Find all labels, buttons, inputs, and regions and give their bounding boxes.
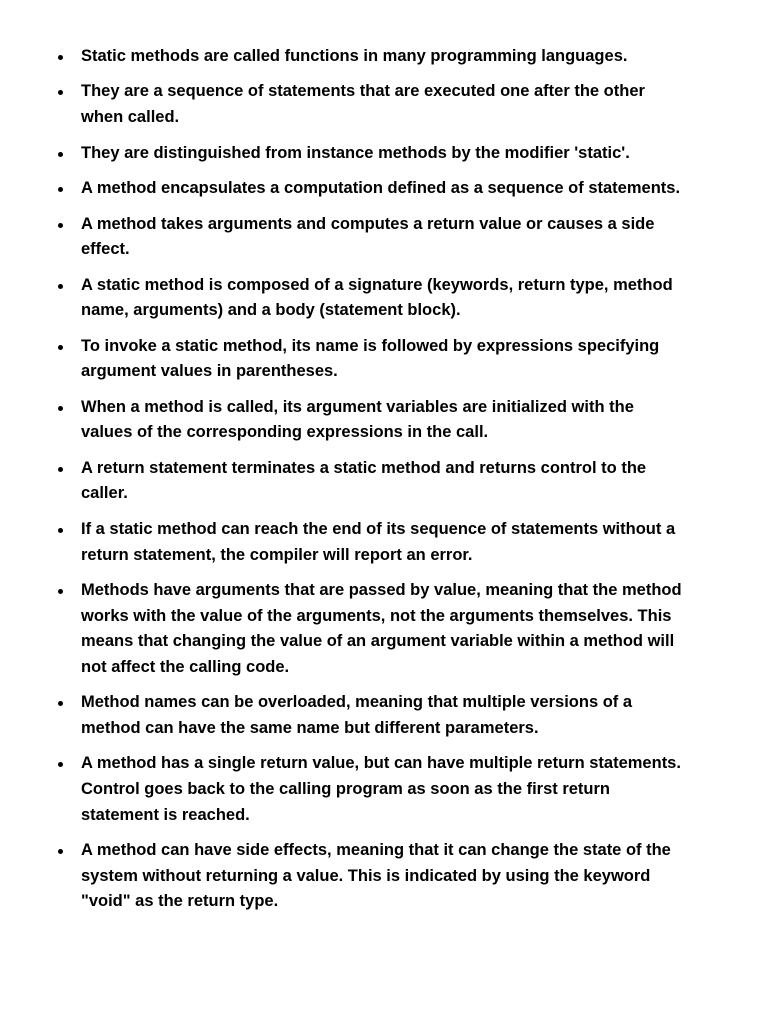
bullet-icon: [58, 467, 63, 472]
bullet-text: A static method is composed of a signature (keywords, return type, method name, arguments) and a body (statement block).: [81, 275, 673, 320]
bullet-icon: [58, 187, 63, 192]
list-item: [57, 334, 682, 385]
bullet-text: Methods have arguments that are passed by value, meaning that the method works with the value of the arguments, not the arguments themselves. This means that changing the value of an argument variable within a method will not affect the calling code.: [81, 581, 682, 676]
bullet-text: When a method is called, its argument variables are initialized with the values of the corresponding expressions in the call.: [81, 397, 634, 442]
bullet-icon: [58, 406, 63, 411]
bullet-text: They are distinguished from instance methods by the modifier 'static'.: [81, 143, 630, 162]
bullet-text: They are a sequence of statements that are executed one after the other when called.: [81, 82, 645, 127]
list-item: [57, 395, 682, 446]
list-item: [57, 141, 682, 167]
bullet-text: Static methods are called functions in many programming languages.: [81, 47, 628, 65]
bullet-icon: [58, 90, 63, 95]
bullet-icon: [58, 849, 63, 854]
bullet-text: A return statement terminates a static method and returns control to the caller.: [81, 458, 647, 503]
bullet-icon: [58, 55, 63, 60]
list-item: [57, 838, 682, 915]
bullet-icon: [58, 345, 63, 350]
bullet-icon: [58, 528, 63, 533]
bullet-text: If a static method can reach the end of its sequence of statements without a return statement, the compiler will report an error.: [81, 519, 676, 564]
list-item: [57, 456, 682, 507]
bullet-icon: [58, 284, 63, 289]
bullet-icon: [58, 762, 63, 767]
bullet-list: [57, 44, 682, 925]
bullet-icon: [58, 152, 63, 157]
bullet-text: A method can have side effects, meaning that it can change the state of the system without returning a value. This is indicated by using the keyword "void" as the return type.: [81, 841, 671, 911]
list-item: [57, 44, 682, 70]
list-item: [57, 273, 682, 324]
list-item: [57, 212, 682, 263]
bullet-text: To invoke a static method, its name is followed by expressions specifying argument values in parentheses.: [81, 336, 660, 381]
list-item: [57, 578, 682, 680]
bullet-text: A method has a single return value, but can have multiple return statements. Control goes back to the calling program as soon as the first return statement is reached.: [81, 754, 681, 824]
bullet-text: A method encapsulates a computation defined as a sequence of statements.: [81, 179, 681, 198]
bullet-icon: [58, 223, 63, 228]
list-item: [57, 690, 682, 741]
list-item: [57, 751, 682, 828]
bullet-icon: [58, 701, 63, 706]
list-item: [57, 517, 682, 568]
bullet-icon: [58, 589, 63, 594]
list-item: [57, 176, 682, 202]
bullet-text: A method takes arguments and computes a return value or causes a side effect.: [81, 214, 655, 259]
bullet-text: Method names can be overloaded, meaning that multiple versions of a method can have the same name but different parameters.: [81, 693, 633, 737]
list-item: [57, 79, 682, 130]
